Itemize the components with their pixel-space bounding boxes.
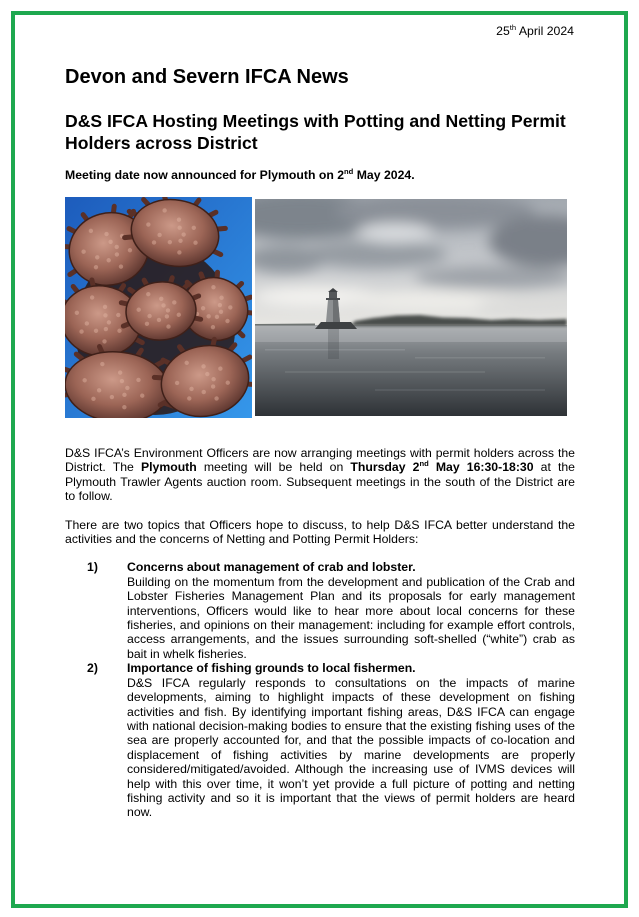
sea-ripple (375, 389, 545, 391)
meeting-day: Thursday 2 (350, 460, 420, 475)
announcement-text: Meeting date now announced for Plymouth on 2 (65, 168, 345, 182)
list-item-number: 1) (87, 560, 98, 575)
topics-list (65, 560, 575, 819)
issue-date (496, 24, 574, 38)
list-item (65, 560, 575, 661)
lighthouse-reflection (328, 329, 339, 359)
list-item (65, 661, 575, 819)
date-month-year: April 2024 (516, 24, 574, 38)
announcement-date-suffix: nd (344, 166, 354, 176)
list-item-body: Building on the momentum from the development and publication of the Crab and Lobster Fisheries Management Plan and its proposals for early management interventions, Officers would like to hear more about local concerns for these fisheries, and opinions on their management: including for example effort controls, access arrangements, and the issues surrounding soft-shelled (“white”) crab as bait in whelk fisheries. (127, 574, 575, 661)
crabs-photo (65, 197, 252, 418)
intro-text-3: at the Plymouth Trawler Agents auction room. Subsequent meetings in the south of the District are to follow. (65, 460, 575, 504)
date-day-suffix: th (509, 22, 517, 32)
intro-text-1: D&S IFCA’s Environment Officers are now arranging meetings with permit holders across the District. The (65, 446, 575, 475)
topics-intro-paragraph: There are two topics that Officers hope to discuss, to help D&S IFCA better understand the activities and the concerns of Netting and Potting Permit Holders: (65, 517, 575, 547)
lighthouse-gallery (326, 298, 340, 300)
cloud (303, 240, 447, 268)
meeting-location: Plymouth (140, 460, 197, 475)
list-item-heading: Importance of fishing grounds to local fishermen. (127, 661, 416, 676)
lighthouse-lantern (329, 292, 337, 298)
meeting-time: May 16:30-18:30 (428, 460, 534, 475)
intro-paragraph (65, 446, 575, 504)
crab-pile (65, 197, 252, 418)
date-day: 25 (496, 24, 510, 38)
cloud-bright (357, 223, 433, 243)
meeting-announcement (65, 168, 575, 182)
meeting-day-suffix: nd (419, 459, 429, 469)
newsletter-title: Devon and Severn IFCA News (65, 66, 349, 88)
list-item-number: 2) (87, 661, 98, 676)
list-item-heading: Concerns about management of crab and lobster. (127, 560, 416, 575)
article-body (65, 446, 575, 820)
sea-ripple (285, 371, 485, 373)
announcement-text-after: May 2024. (353, 168, 415, 182)
sea-glare (255, 326, 567, 342)
list-item-body: D&S IFCA regularly responds to consultations on the impacts of marine developments, aiming to highlight impacts of these development on fishing activities and fish. By identifying important fishing areas, D&S IFCA can engage with national decision-making bodies to ensure that the existing fishing uses of the sea are properly accounted for, and that the possible impacts of co-location and displacement of fishing activities by marine developments are properly considered/mitigated/avoided. Although the increasing use of IVMS devices will help with this over time, it won’t yet provide a full picture of potting and netting fishing activity and so it is important that the views of permit holders are heard now. (127, 675, 575, 820)
sea-ripple (415, 357, 545, 359)
article-headline: D&S IFCA Hosting Meetings with Potting and Netting Permit Holders across District (65, 111, 566, 153)
intro-text-2: meeting will be held on (196, 460, 351, 475)
lighthouse-seascape-photo (255, 199, 567, 416)
lighthouse-base (315, 322, 357, 329)
